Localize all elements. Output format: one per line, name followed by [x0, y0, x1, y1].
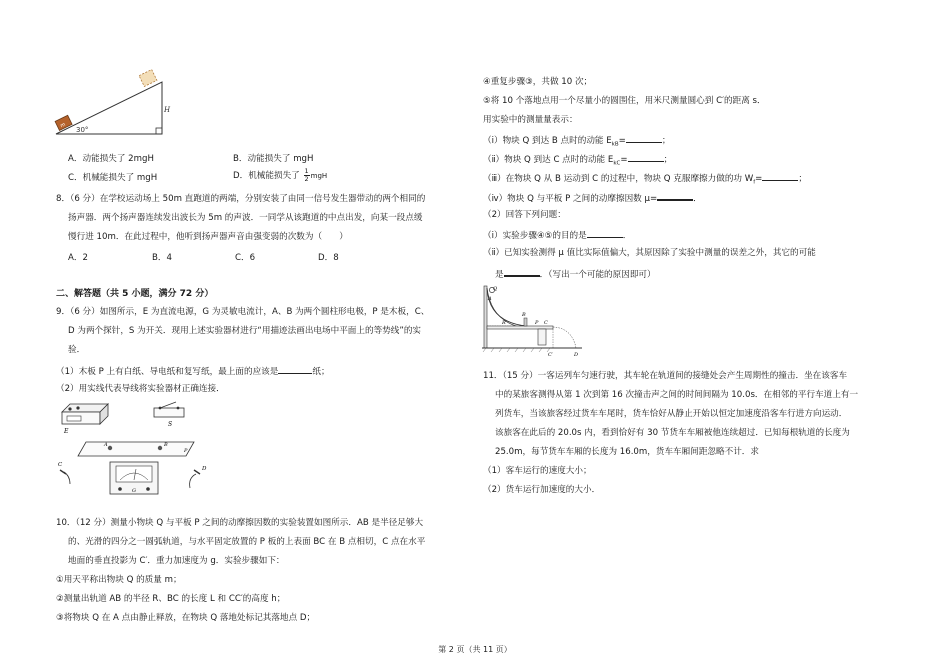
q8-option-d[interactable]: D．8 — [318, 253, 339, 263]
q10-line3: 地面的垂直投影为 C′．重力加速度为 g．实验步骤如下： — [68, 556, 285, 566]
q10-iii — [483, 171, 807, 189]
label-D: D — [202, 466, 207, 472]
q7-option-a[interactable]: A．动能损失了 2mgH — [68, 154, 154, 164]
q10-i-blank[interactable] — [626, 133, 662, 143]
label-B: B — [164, 442, 168, 448]
q7-option-d[interactable] — [233, 168, 327, 183]
page-number: 第 2 页（共 11 页） — [438, 645, 512, 654]
label-P: P — [184, 448, 188, 454]
q8-option-b[interactable]: B．4 — [152, 253, 172, 263]
q7-option-d-prefix: D．机械能损失了 — [233, 171, 300, 181]
q9-part1-suffix: 纸； — [312, 367, 330, 377]
q10-part2-ii-end: ．（写出一个可能的原因即可） — [539, 270, 656, 280]
q8-option-a[interactable]: A．2 — [68, 253, 88, 263]
section-heading: 二、解答题（共 5 小题，满分 72 分） — [56, 289, 214, 299]
incline-height-label: H — [164, 106, 171, 114]
q10-ii-sub: kC — [613, 160, 621, 167]
q10-part2-i — [483, 228, 631, 242]
q10-part2-ii: （ⅱ）已知实验测得 μ 值比实际值偏大，其原因除了实验中测量的误差之外，其它的可能 — [483, 248, 816, 258]
q10-i-text: （ⅰ）物块 Q 到达 B 点时的动能 E — [483, 136, 612, 146]
q10-step2: ②测量出轨道 AB 的半径 R、BC 的长度 L 和 CC′的高度 h； — [56, 594, 286, 604]
q7-option-c[interactable]: C．机械能损失了 mgH — [68, 173, 158, 183]
q11-line5: 25.0m，每节货车车厢的长度为 16.0m，货车车厢间距忽略不计．求 — [495, 447, 759, 457]
q8-option-c[interactable]: C．6 — [235, 253, 256, 263]
q10-line2: 的、光滑的四分之一圆弧轨道，与水平固定放置的 P 板的上表面 BC 在 B 点相切，C 点在水平 — [68, 537, 426, 547]
q10-ii-text: （ⅱ）物块 Q 到达 C 点时的动能 E — [483, 155, 614, 165]
fraction-half — [304, 168, 310, 183]
q10-intro: 用实验中的测量量表示： — [483, 115, 578, 125]
q10-part2-i-blank[interactable] — [587, 228, 623, 238]
q10-step3: ③将物块 Q 在 A 点由静止释放，在物块 Q 落地处标记其落地点 D； — [56, 613, 316, 623]
label-Q: Q — [493, 286, 498, 292]
q9-part1-text: （1）木板 P 上有白纸、导电纸和复写纸，最上面的应该是 — [56, 367, 279, 377]
q10-iv-text: （ⅳ）物块 Q 与平板 P 之间的动摩擦因数 μ= — [483, 194, 658, 204]
q10-part2-ii-text: 是 — [495, 270, 504, 280]
q10-step1: ①用天平称出物块 Q 的质量 m； — [56, 575, 182, 585]
q10-i — [483, 133, 670, 151]
q10-ii-end: ； — [663, 155, 673, 165]
label-E: E — [64, 428, 69, 435]
q10-ii-eq: = — [620, 155, 628, 165]
label-P: P — [535, 320, 539, 326]
label-R: R — [502, 320, 506, 326]
q10-part2-i-text: （ⅰ）实验步骤④⑤的目的是 — [483, 231, 587, 241]
label-D: D — [574, 352, 579, 358]
q9-line1: 9．（6 分）如图所示，E 为直流电源，G 为灵敏电流计，A、B 为两个圆柱形电极，P 是木板，C、 — [56, 307, 430, 317]
q10-i-sub: kB — [611, 141, 619, 148]
q8-line1: 8．（6 分）在学校运动场上 50m 直跑道的两端，分别安装了由同一信号发生器带动的两个相同的 — [56, 194, 426, 204]
label-B: B — [522, 312, 526, 318]
q10-iii-eq: = — [755, 174, 763, 184]
label-S: S — [168, 421, 173, 428]
q10-i-eq: = — [618, 136, 626, 146]
q10-step5: ⑤将 10 个落地点用一个尽量小的圆围住，用米尺测量圆心到 C′的距离 s． — [483, 96, 766, 106]
q11-line1: 11．（15 分）一客运列车匀速行驶，其车轮在轨道间的接缝处会产生周期性的撞击．坐在该客车 — [483, 371, 848, 381]
q10-iv-end: ． — [693, 194, 702, 204]
q10-part2: （2）回答下列问题： — [483, 210, 566, 220]
label-A: A — [488, 296, 492, 302]
q10-iii-sub: f — [753, 179, 756, 186]
label-C-prime: C′ — [548, 352, 553, 358]
track-figure — [480, 280, 585, 360]
q10-iii-blank[interactable] — [762, 171, 798, 181]
q10-part2-ii-cont — [495, 266, 656, 281]
fraction-denominator: 2 — [304, 175, 309, 183]
q10-iii-end: ； — [798, 174, 807, 184]
label-A: A — [104, 442, 108, 448]
circuit-figure — [56, 400, 216, 498]
q10-i-end: ； — [661, 136, 671, 146]
q9-answer-blank[interactable] — [278, 364, 312, 374]
q11-line2: 中的某旅客测得从第 1 次到第 16 次撞击声之间的时间间隔为 10.0s．在相邻的平行车道上有一 — [495, 390, 859, 400]
q10-part2-ii-blank[interactable] — [504, 266, 540, 277]
q10-ii-blank[interactable] — [628, 152, 664, 162]
q10-ii — [483, 152, 672, 170]
q11-line3: 列货车，当该旅客经过货车车尾时，货车恰好从静止开始以恒定加速度沿客车行进方向运动． — [495, 409, 848, 419]
q8-line3: 慢行进 10m．在此过程中，他听到扬声器声音由强变弱的次数为（ ） — [68, 232, 348, 242]
q8-line2: 扬声器．两个扬声器连续发出波长为 5m 的声波．一同学从该跑道的中点出发，向某一段点缓 — [68, 213, 423, 223]
svg-text:m: m — [59, 121, 67, 130]
q9-line4 — [56, 364, 330, 378]
q10-iv — [483, 190, 702, 205]
incline-angle-label: 30° — [76, 126, 89, 134]
q10-line1: 10．（12 分）测量小物块 Q 与平板 P 之间的动摩擦因数的实验装置如图所示．AB 是半径足够大 — [56, 518, 424, 528]
q11-sub1: （1）客车运行的速度大小； — [483, 466, 592, 476]
q7-option-d-suffix: mgH — [310, 172, 328, 180]
label-C: C — [544, 320, 548, 326]
q11-sub2: （2）货车运行加速度的大小． — [483, 485, 601, 495]
q10-step4: ④重复步骤③，共做 10 次； — [483, 77, 593, 87]
q9-line2: D 为两个探针，S 为开关．现用上述实验器材进行“用描迹法画出电场中平面上的等势线”的实 — [68, 326, 422, 336]
fraction-numerator: 1 — [304, 167, 309, 175]
incline-figure — [50, 68, 180, 142]
label-C: C — [58, 462, 63, 468]
q10-iv-blank[interactable] — [657, 190, 693, 201]
q9-line3: 验． — [68, 345, 86, 355]
label-G: G — [132, 488, 136, 494]
q11-line4: 该旅客在此后的 20.0s 内，看到恰好有 30 节货车车厢被他连续超过．已知每根轨道的长度为 — [495, 428, 850, 438]
q7-option-b[interactable]: B．动能损失了 mgH — [233, 154, 314, 164]
q10-part2-i-end: ． — [622, 231, 632, 241]
q9-line5: （2）用实线代表导线将实验器材正确连接． — [56, 384, 225, 394]
q10-iii-text: （ⅲ）在物块 Q 从 B 运动到 C 的过程中，物块 Q 克服摩擦力做的功 W — [483, 174, 754, 184]
